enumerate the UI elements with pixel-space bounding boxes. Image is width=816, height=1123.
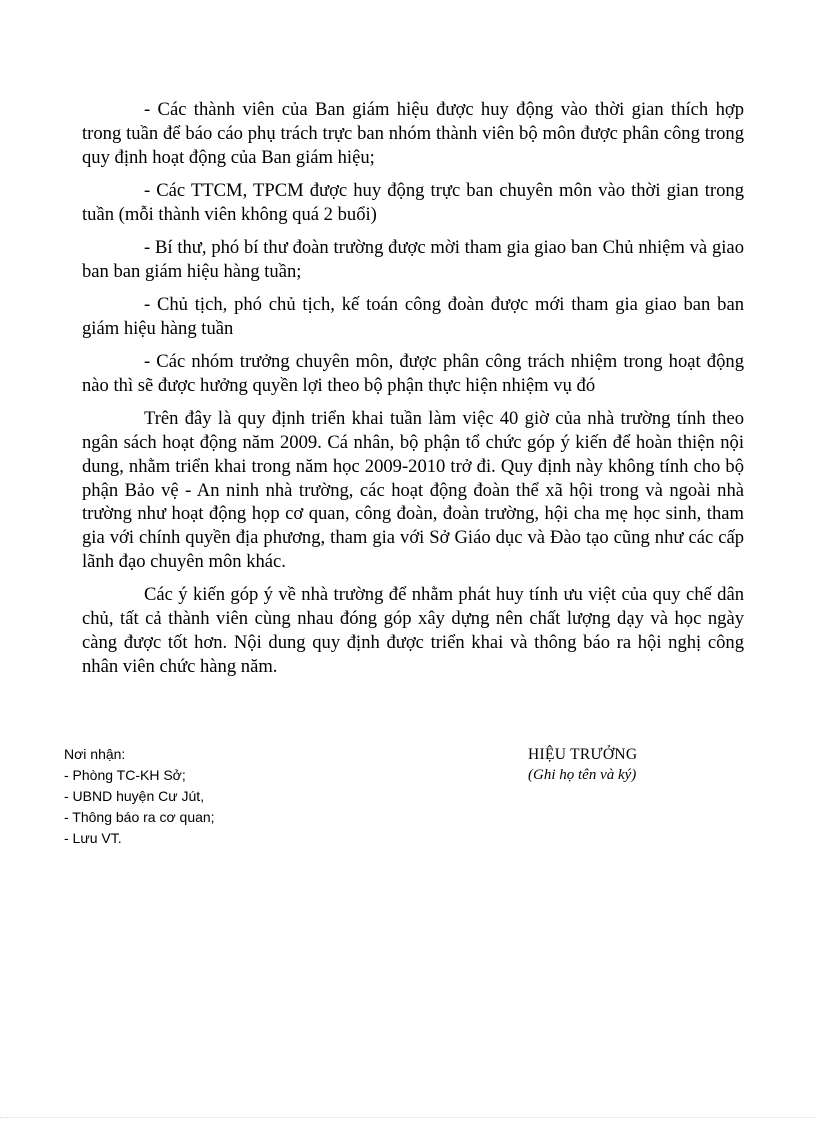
recipients-block	[64, 744, 215, 849]
recipients-heading: Nơi nhận:	[64, 746, 126, 762]
signature-block	[528, 744, 637, 786]
paragraph-regulation-summary: Trên đây là quy định triển khai tuần làm việc 40 giờ của nhà trường tính theo ngân sách hoạt động năm 2009. Cá nhân, bộ phận tổ chức góp ý kiến để hoàn thiện nội dung, nhằm triển khai trong năm học 2009-2010 trở đi. Quy định này không tính cho bộ phận Bảo vệ - An ninh nhà trường, các hoạt động đoàn thể xã hội trong và ngoài nhà trường như hoạt động họp cơ quan, công đoàn, đoàn trường, hội cha mẹ học sinh, tham gia với chính quyền địa phương, tham gia với Sở Giáo dục và Đào tạo cũng như các cấp lãnh đạo chuyên môn khác.	[82, 408, 744, 573]
paragraph-youth-union: - Bí thư, phó bí thư đoàn trường được mời tham gia giao ban Chủ nhiệm và giao ban ban giám hiệu hàng tuần;	[82, 236, 744, 282]
recipient-item: - Phòng TC-KH Sở;	[64, 767, 186, 783]
paragraph-ttcm-tpcm: - Các TTCM, TPCM được huy động trực ban chuyên môn vào thời gian trong tuần (mỗi thành viên không quá 2 buổi)	[82, 179, 744, 225]
paragraph-closing: Các ý kiến góp ý về nhà trường để nhằm phát huy tính ưu việt của quy chế dân chủ, tất cả thành viên cùng nhau đóng góp xây dựng nên chất lượng dạy và học ngày càng được tốt hơn. Nội dung quy định được triển khai và thông báo ra hội nghị công nhân viên chức hàng năm.	[82, 584, 744, 677]
document-body	[82, 98, 744, 688]
signature-title: HIỆU TRƯỞNG	[528, 746, 638, 763]
recipient-item: - Lưu VT.	[64, 830, 122, 846]
paragraph-trade-union: - Chủ tịch, phó chủ tịch, kế toán công đoàn được mới tham gia giao ban ban giám hiệu hàng tuần	[82, 294, 744, 339]
signature-note: (Ghi họ tên và ký)	[528, 767, 637, 783]
recipient-item: - Thông báo ra cơ quan;	[64, 809, 215, 825]
page-bottom-divider	[0, 1117, 816, 1118]
paragraph-bgh-members: - Các thành viên của Ban giám hiệu được huy động vào thời gian thích hợp trong tuần để báo cáo phụ trách trực ban nhóm thành viên bộ môn được phân công trong quy định hoạt động của Ban giám hiệu;	[82, 99, 744, 168]
paragraph-group-leaders: - Các nhóm trưởng chuyên môn, được phân công trách nhiệm trong hoạt động nào thì sẽ được hưởng quyền lợi theo bộ phận thực hiện nhiệm vụ đó	[82, 351, 744, 396]
recipient-item: - UBND huyện Cư Jút,	[64, 788, 205, 804]
